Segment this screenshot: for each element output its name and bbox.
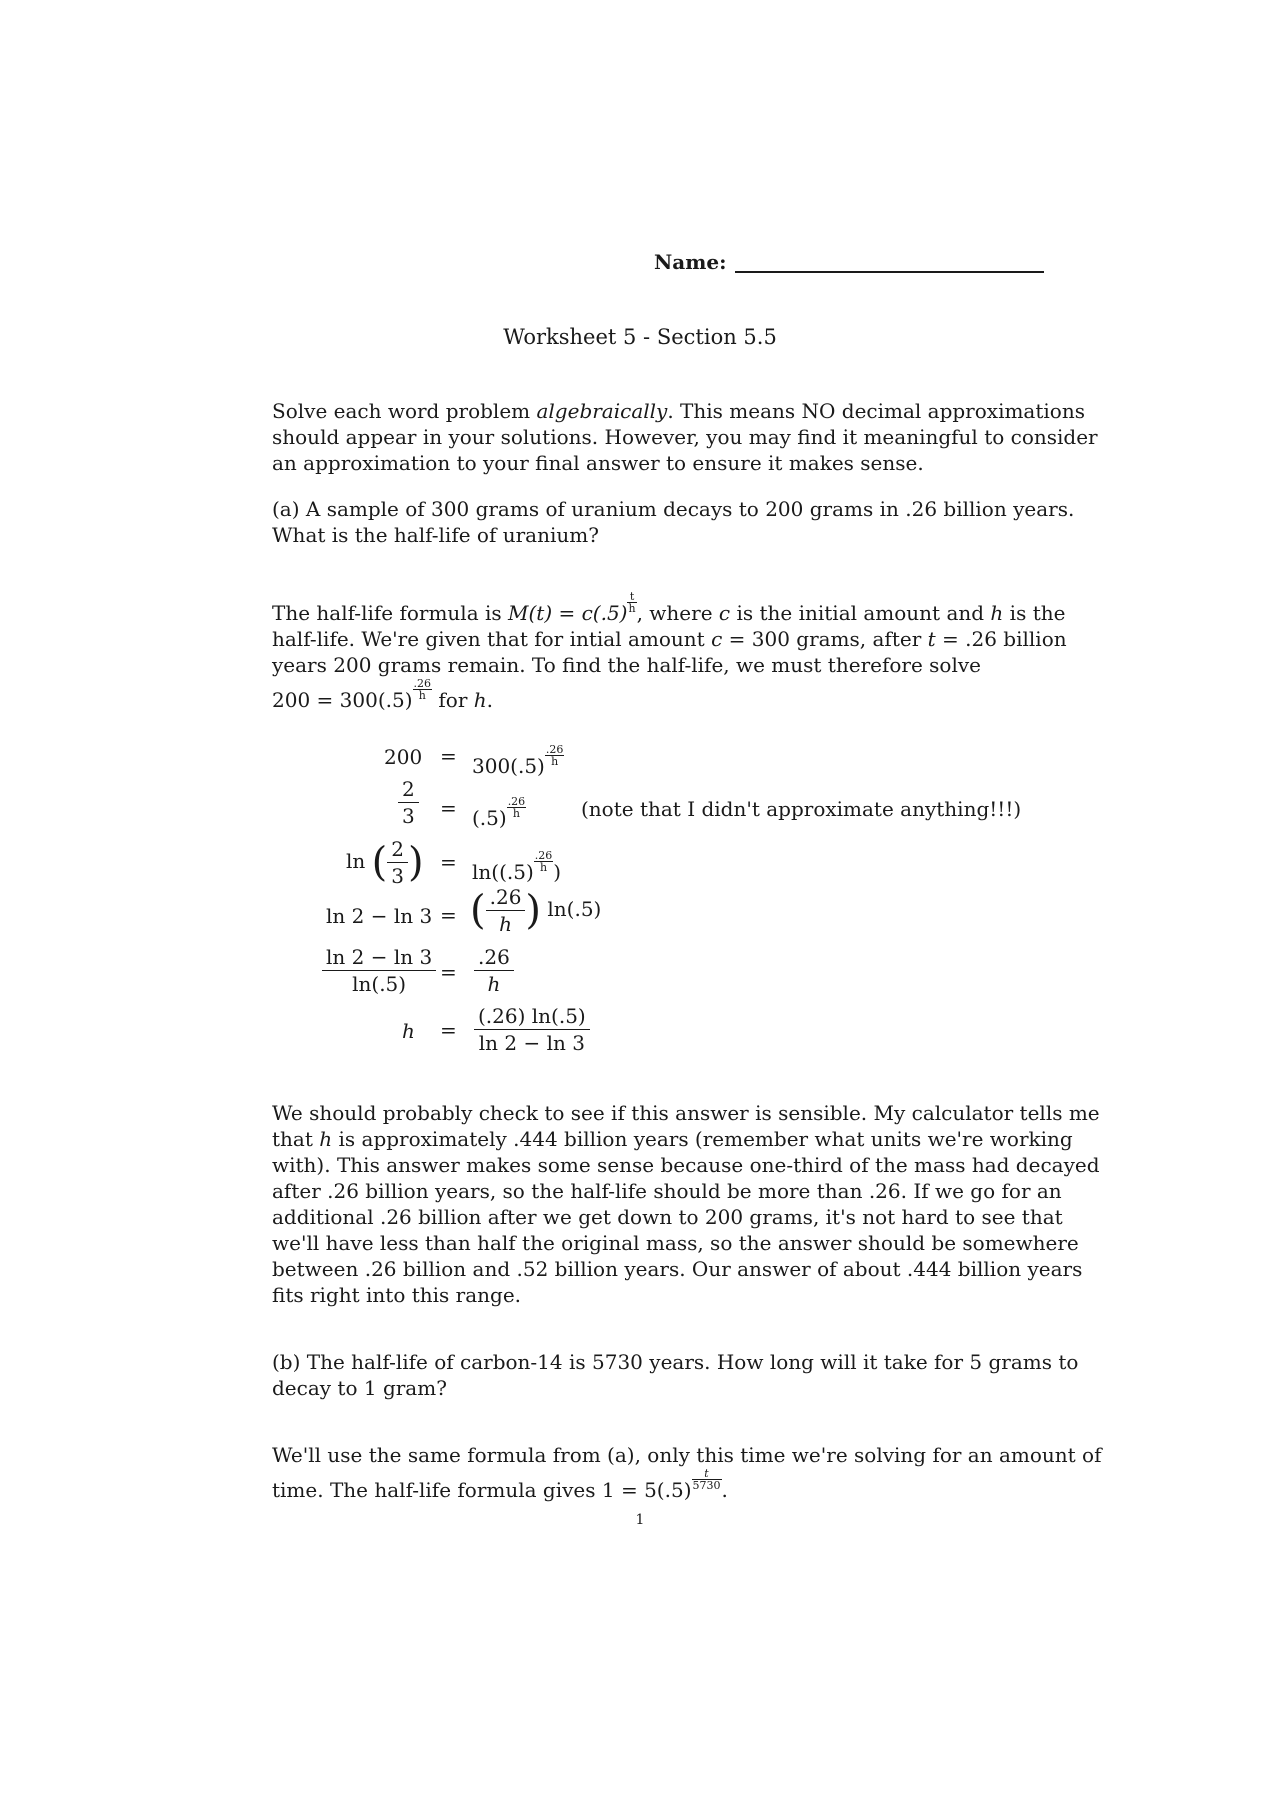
deriv-r2-note: (note that I didn't approximate anything!!!) xyxy=(581,797,1022,821)
deriv-r6-lhs: h xyxy=(402,1019,415,1043)
page-number: 1 xyxy=(635,1512,645,1528)
deriv-r5-lhs: $\frac{\ln 2 - \ln 3}{\ln(.5)}$ xyxy=(322,944,436,997)
deriv-r4-eq: = xyxy=(440,903,457,927)
deriv-r3-lhs: ln ( $\frac{2}{3}$ ) xyxy=(346,837,424,888)
problem-b-statement: (b) The half-life of carbon-14 is 5730 years. How long will it take for 5 grams to decay to 1 gram? xyxy=(272,1350,1079,1400)
deriv-r3-eq: = xyxy=(440,850,457,874)
page-title: Worksheet 5 - Section 5.5 xyxy=(503,325,777,349)
name-blank-line[interactable] xyxy=(735,271,1044,273)
deriv-r6-eq: = xyxy=(440,1018,457,1042)
deriv-r1-eq: = xyxy=(440,744,457,768)
deriv-r2-eq: = xyxy=(440,796,457,820)
deriv-r5-rhs: $\frac{.26}{h}$ xyxy=(474,944,514,997)
deriv-r6-rhs: $\frac{(.26) \ln(.5)}{\ln 2 - \ln 3}$ xyxy=(474,1003,590,1056)
deriv-r5-eq: = xyxy=(440,960,457,984)
problem-a-check: We should probably check to see if this answer is sensible. My calculator tells me that h is approximately .444 billion years (remember what units we're working with). This answer makes some sense because one-third of the mass had decayed after .26 billion years, so the half-life should be more than .26. If we go for an additional .26 billion after we get down to 200 grams, it's not hard to see that we'll have less than half the original mass, so the answer should be somewhere between .26 billion and .52 billion years. Our answer of about .444 billion years fits right into this range. xyxy=(272,1101,1100,1307)
deriv-r3-rhs: ln((.5) $\frac{.26}{h}$ ) xyxy=(472,849,562,884)
deriv-r2-rhs: (.5) $\frac{.26}{h}$ xyxy=(472,795,526,830)
problem-a-statement: (a) A sample of 300 grams of uranium decays to 200 grams in .26 billion years. What is the half-life of uranium? xyxy=(272,497,1075,547)
problem-b-explanation: We'll use the same formula from (a), only this time we're solving for an amount of time. The half-life formula gives 1 = 5(.5) $\frac{t}{5730}$ . xyxy=(272,1443,1102,1502)
problem-a-explanation: The half-life formula is M(t) = c(.5) $\frac{t}{h}$ , where c is the initial amount and h is the half-life. We're given that for intial amount c = 300 grams, after t = .26 billion years 200 grams remain. To find the half-life, we must therefore solve 200 = 300(.5) $\frac{.26}{h}$ for h. xyxy=(272,590,1067,712)
deriv-r1-rhs: 300(.5) $\frac{.26}{h}$ xyxy=(472,743,564,778)
deriv-r4-lhs: ln 2 − ln 3 xyxy=(326,904,433,928)
deriv-r2-lhs: $\frac{2}{3}$ xyxy=(398,776,419,829)
deriv-r1-lhs: 200 xyxy=(384,745,423,769)
instructions-paragraph: Solve each word problem algebraically. This means NO decimal approximations should appear in your solutions. However, you may find it meaningful to consider an approximation to your final answer to ensure it makes sense. xyxy=(272,399,1098,475)
deriv-r4-rhs: ( $\frac{.26}{h}$ ) ln(.5) xyxy=(470,885,602,936)
name-label: Name: xyxy=(654,250,727,274)
